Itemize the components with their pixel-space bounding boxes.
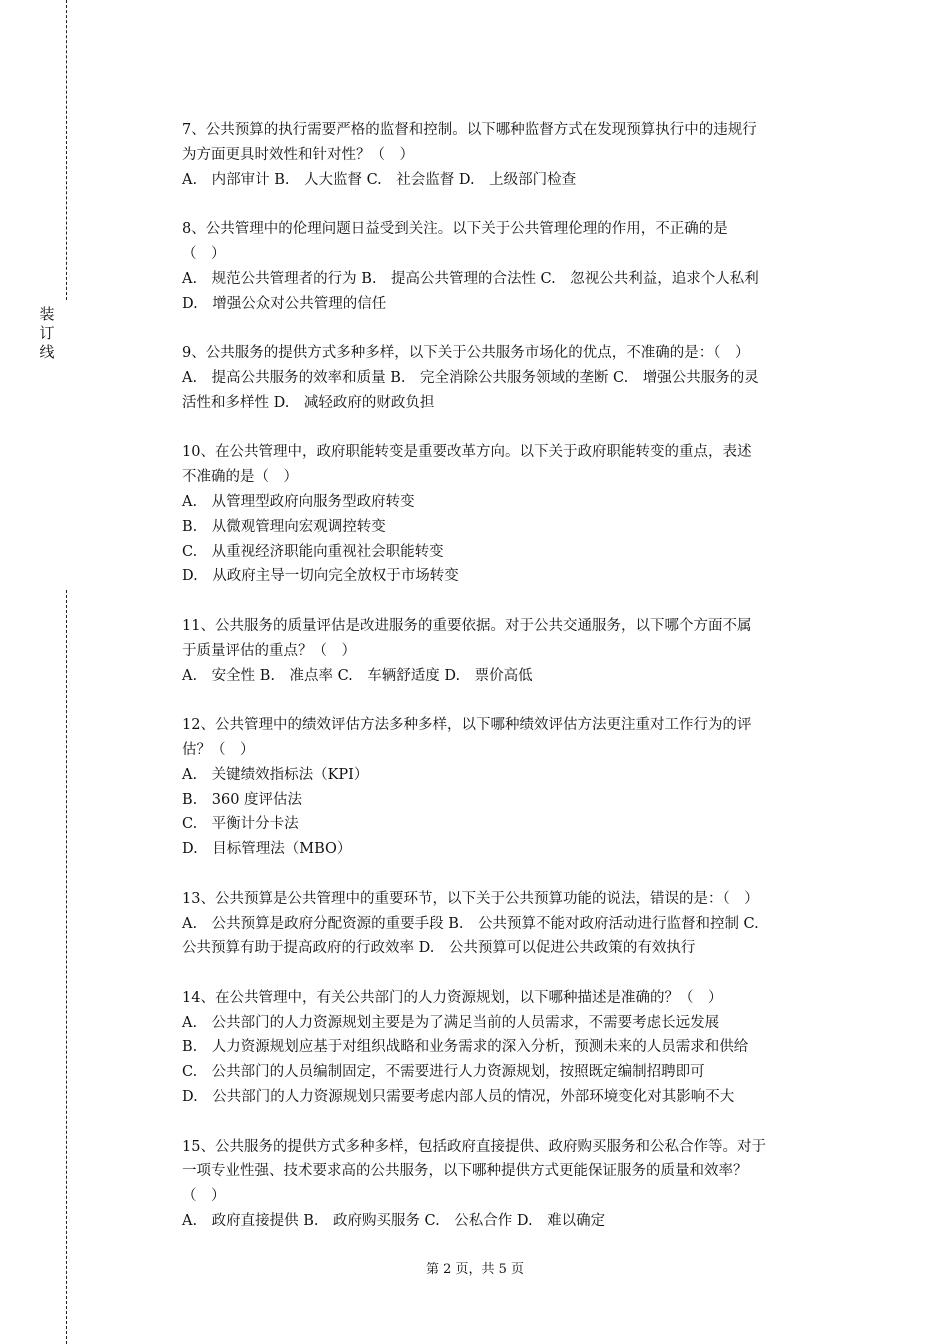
question-option-b: B. 360 度评估法 (182, 791, 303, 808)
question-option-c: C. 从重视经济职能向重视社会职能转变 (182, 543, 444, 560)
question-option-a: A. 从管理型政府向服务型政府转变 (182, 493, 415, 510)
question-options: A. 提高公共服务的效率和质量 B. 完全消除公共服务领域的垄断 C. 增强公共服务的灵 (182, 369, 759, 386)
question-7 (182, 118, 837, 192)
question-option-b: B. 从微观管理向宏观调控转变 (182, 518, 386, 535)
question-11 (182, 614, 837, 688)
question-option-d: D. 公共部门的人力资源规划只需要考虑内部人员的情况，外部环境变化对其影响不大 (182, 1089, 735, 1106)
binding-label (37, 305, 57, 362)
page-number-footer: 第 2 页，共 5 页 (425, 1262, 525, 1277)
question-options: 活性和多样性 D. 减轻政府的财政负担 (182, 394, 435, 411)
question-line: 11、公共服务的质量评估是改进服务的重要依据。对于公共交通服务，以下哪个方面不属 (182, 617, 752, 634)
question-list (182, 118, 837, 1259)
question-8 (182, 217, 837, 316)
question-option-d: D. 从政府主导一切向完全放权于市场转变 (182, 568, 459, 585)
question-option-a: A. 公共部门的人力资源规划主要是为了满足当前的人员需求，不需要考虑长远发展 (182, 1014, 720, 1031)
question-line: 12、公共管理中的绩效评估方法多种多样，以下哪种绩效评估方法更注重对工作行为的评 (182, 717, 752, 734)
question-line: 14、在公共管理中，有关公共部门的人力资源规划，以下哪种描述是准确的？（ ） (182, 989, 723, 1006)
question-option-a: A. 关键绩效指标法（KPI） (182, 766, 369, 783)
question-15 (182, 1135, 837, 1234)
question-options: A. 规范公共管理者的行为 B. 提高公共管理的合法性 C. 忽视公共利益，追求个人私利 (182, 270, 759, 287)
question-13 (182, 887, 837, 961)
question-line: 9、公共服务的提供方式多种多样，以下关于公共服务市场化的优点，不准确的是：（ ） (182, 345, 750, 362)
question-option-b: B. 人力资源规划应基于对组织战略和业务需求的深入分析，预测未来的人员需求和供给 (182, 1039, 749, 1056)
question-9 (182, 341, 837, 415)
question-line: 8、公共管理中的伦理问题日益受到关注。以下关于公共管理伦理的作用，不正确的是 (182, 221, 728, 238)
question-line: 7、公共预算的执行需要严格的监督和控制。以下哪种监督方式在发现预算执行中的违规行 (182, 122, 757, 138)
binding-label-char: 线 (39, 343, 55, 361)
question-option-c: C. 平衡计分卡法 (182, 816, 299, 833)
question-12 (182, 713, 837, 862)
binding-label-char: 装 (39, 305, 55, 323)
binding-label-char: 订 (39, 324, 55, 342)
question-14 (182, 986, 837, 1110)
question-line: （ ） (182, 1188, 226, 1205)
question-line: 一项专业性强、技术要求高的公共服务，以下哪种提供方式更能保证服务的质量和效率？ (182, 1163, 748, 1180)
question-10 (182, 440, 837, 589)
question-line: 于质量评估的重点？（ ） (182, 642, 356, 659)
question-line: 为方面更具时效性和针对性？（ ） (182, 146, 414, 163)
question-option-d: D. 目标管理法（MBO） (182, 841, 352, 858)
question-line: 15、公共服务的提供方式多种多样，包括政府直接提供、政府购买服务和公私合作等。对于 (182, 1138, 766, 1155)
binding-dashed-line-top (66, 0, 67, 300)
binding-dashed-line-bottom (66, 590, 67, 1344)
question-options: D. 增强公众对公共管理的信任 (182, 295, 387, 312)
question-line: 13、公共预算是公共管理中的重要环节，以下关于公共预算功能的说法，错误的是：（ ） (182, 890, 759, 907)
question-options: A. 内部审计 B. 人大监督 C. 社会监督 D. 上级部门检查 (182, 171, 577, 188)
question-line: 估？（ ） (182, 741, 255, 758)
question-line: 不准确的是（ ） (182, 469, 298, 486)
question-option-c: C. 公共部门的人员编制固定，不需要进行人力资源规划，按照既定编制招聘即可 (182, 1064, 705, 1081)
question-line: 10、在公共管理中，政府职能转变是重要改革方向。以下关于政府职能转变的重点，表述 (182, 444, 752, 461)
question-options: A. 安全性 B. 准点率 C. 车辆舒适度 D. 票价高低 (182, 667, 533, 684)
question-line: （ ） (182, 245, 226, 262)
question-options: 公共预算有助于提高政府的行政效率 D. 公共预算可以促进公共政策的有效执行 (182, 940, 696, 957)
question-options: A. 政府直接提供 B. 政府购买服务 C. 公私合作 D. 难以确定 (182, 1213, 606, 1230)
question-options: A. 公共预算是政府分配资源的重要手段 B. 公共预算不能对政府活动进行监督和控制 C. (182, 915, 759, 932)
